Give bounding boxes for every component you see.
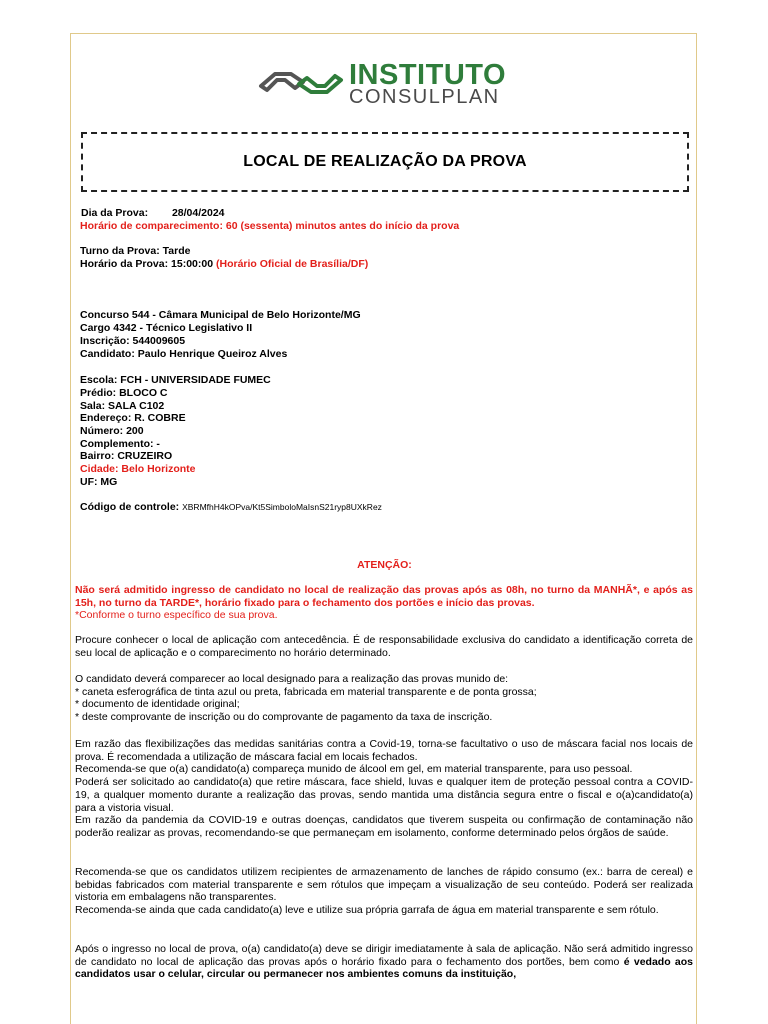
uf: UF: MG (80, 476, 118, 488)
paragraph-local (75, 634, 693, 659)
paragraph-text: O candidato deverá comparecer ao local designado para a realização das provas munido de: (75, 673, 509, 685)
document-page (70, 33, 697, 1024)
predio: Prédio: BLOCO C (80, 387, 168, 399)
exam-time-note: (Horário Oficial de Brasília/DF) (215, 258, 369, 270)
candidate-name: Candidato: Paulo Henrique Queiroz Alves (80, 348, 288, 360)
paragraph-text (75, 943, 693, 981)
exam-date-label: Dia da Prova: (81, 207, 149, 219)
attention-footnote: *Conforme o turno específico de sua prova. (75, 609, 278, 622)
paragraph-snacks (75, 866, 693, 917)
paragraph-text: Poderá ser solicitado ao candidato(a) que retire máscara, face shield, luvas e qualquer item de proteção pessoal contra a COVID-19, a qualquer momento durante a realização das provas, sendo mantida uma distância segura entre o fiscal e o(a)candidato(a) para a vistoria visual. (75, 776, 693, 814)
list-item: * deste comprovante de inscrição ou do comprovante de pagamento da taxa de inscrição. (75, 711, 493, 724)
list-item: * caneta esferográfica de tinta azul ou preta, fabricada em material transparente e de ponta grossa; (75, 685, 537, 698)
paragraph-text: Recomenda-se ainda que cada candidato(a) leve e utilize sua própria garrafa de água em material transparente e sem rótulo. (75, 904, 659, 917)
inscricao: Inscrição: 544009605 (80, 335, 186, 347)
control-code-label: Código de controle: (80, 501, 180, 513)
attention-warning: Não será admitido ingresso de candidato no local de realização das provas após as 08h, no turno da MANHÃ*, e após as 15h, no turno da TARDE*, horário fixado para o fechamento dos portões e início das provas. (75, 584, 693, 609)
exam-date-value: 28/04/2024 (171, 207, 225, 219)
endereco: Endereço: R. COBRE (80, 412, 186, 424)
paragraph-entry (75, 943, 693, 981)
exam-time (80, 258, 368, 271)
paragraph-covid (75, 738, 693, 840)
escola: Escola: FCH - UNIVERSIDADE FUMEC (80, 374, 271, 386)
paragraph-materials (75, 673, 693, 724)
paragraph-text: Recomenda-se que os candidatos utilizem recipientes de armazenamento de lanches de rápido consumo (ex.: barra de cereal) e bebidas fabricados com material transparente e sem rótulos que impeçam a visualização de seu conteúdo. Poderá ser realizada vistoria em embalagens não transparentes. (75, 866, 693, 904)
control-code (80, 501, 382, 514)
exam-date (81, 207, 225, 220)
control-code-value: XBRMfhH4kOPva/Kt5SimboloMaIsnS21ryp8UXkRez (182, 502, 382, 512)
paragraph-text: Em razão da pandemia da COVID-19 e outras doenças, candidatos que tiverem suspeita ou confirmação de contaminação não poderão realizar as provas, recomendando-se que permaneçam em isolamento, conforme determinado pelos órgãos de saúde. (75, 814, 693, 839)
list-item: * documento de identidade original; (75, 698, 240, 711)
attention-heading: ATENÇÃO: (357, 559, 412, 571)
arrival-notice: Horário de comparecimento: 60 (sessenta) minutos antes do início da prova (80, 220, 460, 232)
complemento: Complemento: - (80, 438, 160, 450)
attention-block (75, 584, 693, 622)
paragraph-text: Procure conhecer o local de aplicação com antecedência. É de responsabilidade exclusiva do candidato a identificação correta de seu local de aplicação e o comparecimento no horário determinado. (75, 634, 693, 659)
exam-time-value: Horário da Prova: 15:00:00 (80, 258, 214, 270)
paragraph-text: Recomenda-se que o(a) candidato(a) compareça munido de álcool em gel, em material transparente, para uso pessoal. (75, 763, 633, 776)
handshake-icon (257, 66, 345, 100)
bairro: Bairro: CRUZEIRO (80, 450, 173, 462)
sala: Sala: SALA C102 (80, 400, 165, 412)
logo-title: INSTITUTO (349, 59, 507, 91)
instituto-consulplan-logo (257, 60, 517, 110)
numero: Número: 200 (80, 425, 144, 437)
paragraph-entry-bold: é vedado aos candidatos usar o celular, circular ou permanecer nos ambientes comuns da instituição, (75, 955, 694, 981)
exam-shift: Turno da Prova: Tarde (80, 245, 191, 257)
paragraph-text: Em razão das flexibilizações das medidas sanitárias contra a Covid-19, torna-se facultativo o uso de máscara facial nos locais de prova. É recomendada a utilização de máscara facial em locais fechados. (75, 738, 693, 763)
concurso: Concurso 544 - Câmara Municipal de Belo Horizonte/MG (80, 309, 361, 321)
cidade: Cidade: Belo Horizonte (80, 463, 196, 475)
logo-subtitle: CONSULPLAN (349, 86, 500, 108)
cargo: Cargo 4342 - Técnico Legislativo II (80, 322, 253, 334)
page-title: LOCAL DE REALIZAÇÃO DA PROVA (243, 153, 527, 170)
paragraph-entry-text: Após o ingresso no local de prova, o(a) candidato(a) deve se dirigir imediatamente à sala de aplicação. Não será admitido ingresso de candidato no local de aplicação das provas após o horário fixado para o fechamento dos portões, bem como (75, 943, 693, 968)
page-title-box (81, 132, 689, 192)
